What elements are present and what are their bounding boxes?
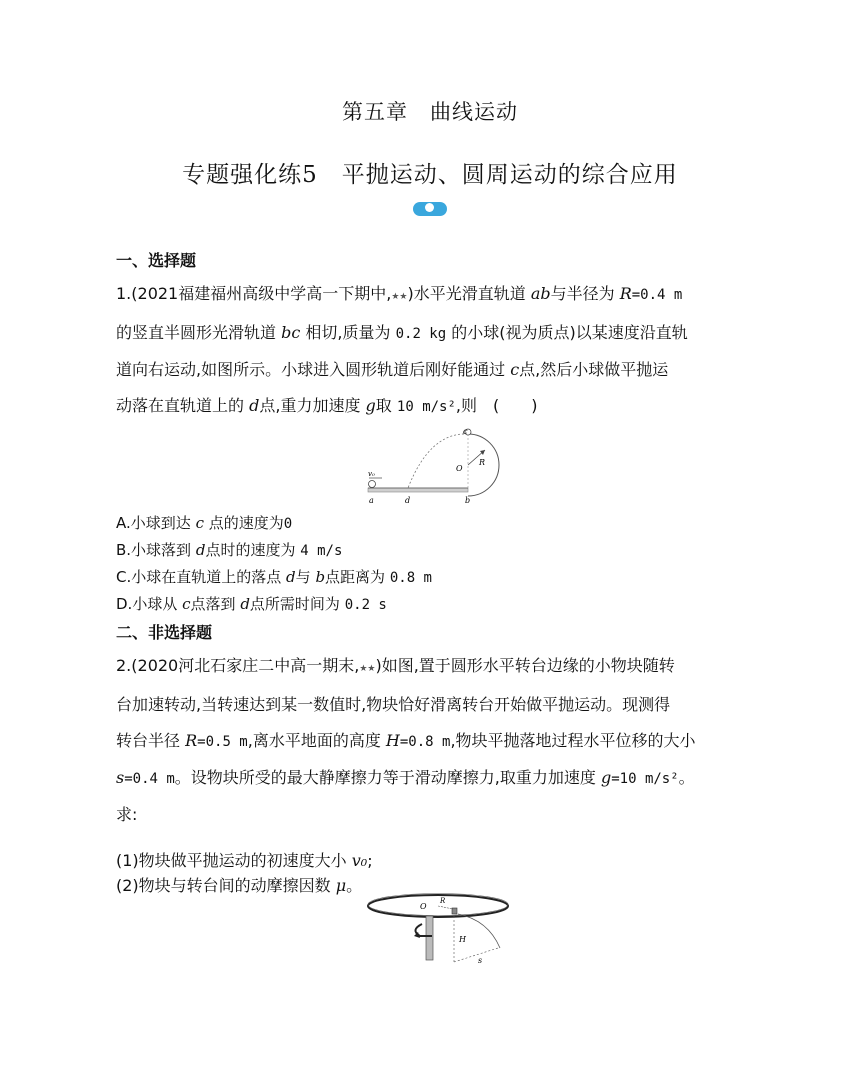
q1-line-3	[116, 352, 756, 388]
option-text: D.小球从	[116, 595, 178, 613]
option-B[interactable]	[116, 539, 342, 560]
q2-source: 2.(2020河北石家庄二中高一期末,	[116, 656, 360, 675]
option-C[interactable]	[116, 566, 432, 587]
sub-question-text: (1)物块做平抛运动的初速度大小	[116, 851, 347, 870]
clock-icon	[425, 203, 434, 212]
option-text: 点落到	[190, 595, 236, 613]
q1-text: 与半径为	[550, 284, 615, 303]
label-R: R	[440, 897, 446, 905]
horizontal-displacement	[454, 948, 498, 962]
var-d: d	[286, 568, 296, 586]
label-v0: v₀	[368, 470, 375, 478]
q1-text: 动落在直轨道上的	[116, 396, 245, 415]
var-v0: v₀	[351, 851, 368, 870]
sub-question-2	[116, 873, 362, 896]
label-a: a	[369, 496, 374, 505]
q2-ask: 求:	[116, 805, 138, 824]
q1-text: 点,然后小球做平抛运	[519, 360, 669, 379]
var-c: c	[182, 595, 191, 613]
var-c: c	[510, 360, 520, 379]
option-text: B.小球落到	[116, 541, 192, 559]
label-c: c	[463, 428, 468, 436]
value-H: =0.8 m	[399, 734, 451, 750]
section-heading-choice: 一、选择题	[116, 251, 197, 270]
value-g: 10 m/s²	[396, 399, 456, 415]
option-value: 4 m/s	[300, 543, 343, 559]
var-s: s	[116, 768, 125, 787]
value-R: =0.5 m	[197, 734, 248, 750]
sub-question-text: ;	[367, 851, 373, 870]
option-value: 0.8 m	[389, 570, 432, 586]
q2-line-3	[116, 723, 756, 760]
q1-text: 取	[375, 396, 392, 415]
sub-question-text: 。	[346, 876, 363, 895]
var-ab: ab	[530, 284, 551, 303]
option-D[interactable]	[116, 593, 387, 614]
difficulty-stars-icon: ★★	[391, 292, 408, 302]
var-d: d	[240, 595, 250, 613]
figure-semicircle-track	[360, 428, 510, 510]
q2-line-1	[116, 648, 756, 687]
q2-text: ,离水平地面的高度	[247, 731, 381, 750]
var-bc: bc	[281, 323, 301, 342]
q2-line-4	[116, 760, 756, 797]
label-O: O	[420, 902, 427, 911]
q1-line-1	[116, 276, 756, 315]
time-badge	[413, 202, 447, 227]
figure-turntable	[362, 890, 522, 972]
q1-source: 1.(2021福建福州高级中学高一下期中,	[116, 284, 392, 303]
ball-at-a	[369, 481, 376, 488]
var-g: g	[600, 768, 612, 787]
var-R: R	[619, 284, 632, 303]
option-text: 点所需时间为	[249, 595, 340, 613]
option-text: 点距离为	[325, 568, 386, 586]
q1-answer-bracket: ,则 ( )	[455, 396, 538, 415]
var-g: g	[365, 396, 376, 415]
option-text: 与	[295, 568, 311, 586]
sub-question-text: (2)物块与转台间的动摩擦因数	[116, 876, 331, 895]
var-mu: μ	[335, 876, 347, 895]
option-text: 点时的速度为	[205, 541, 296, 559]
time-badge-label: 30min	[417, 218, 443, 227]
page-title: 专题强化练5 平抛运动、圆周运动的综合应用	[182, 162, 678, 188]
var-R: R	[185, 731, 198, 750]
label-d: d	[405, 496, 411, 505]
chapter-heading: 第五章 曲线运动	[342, 100, 518, 124]
question-2-stem	[116, 648, 756, 833]
q2-text: ,物块平抛落地过程水平位移的大小	[450, 731, 696, 750]
label-R: R	[479, 458, 486, 467]
option-A[interactable]	[116, 512, 292, 533]
option-text: A.小球到达	[116, 514, 191, 532]
q1-text: 点,重力加速度	[259, 396, 361, 415]
sub-question-1	[116, 848, 373, 871]
q2-text: 台加速转动,当转速达到某一数值时,物块恰好滑离转台开始做平抛运动。现测得	[116, 695, 671, 714]
q1-text: 的竖直半圆形光滑轨道	[116, 323, 277, 342]
q1-line-2	[116, 315, 756, 352]
label-O: O	[456, 464, 463, 473]
label-b: b	[465, 496, 471, 505]
difficulty-stars-icon: ★★	[359, 664, 376, 674]
var-d: d	[195, 541, 206, 559]
option-value: 0.2 s	[344, 597, 387, 613]
var-b: b	[315, 568, 326, 586]
label-H: H	[459, 935, 466, 944]
option-text: C.小球在直轨道上的落点	[116, 568, 282, 586]
var-c: c	[195, 514, 204, 532]
question-1-stem	[116, 276, 756, 425]
value-s: =0.4 m	[124, 771, 175, 787]
var-H: H	[385, 731, 400, 750]
q1-text: )水平光滑直轨道	[407, 284, 526, 303]
q1-text: 的小球(视为质点)以某速度沿直轨	[451, 323, 688, 342]
var-d: d	[249, 396, 260, 415]
q2-line-2	[116, 687, 756, 723]
q1-line-4	[116, 388, 756, 425]
value-g: =10 m/s²	[611, 771, 679, 787]
projectile-path	[408, 434, 468, 488]
turntable-shaft	[426, 916, 433, 960]
option-text: 点的速度为	[208, 514, 284, 532]
section-heading-nonchoice: 二、非选择题	[116, 623, 213, 642]
q2-text: 转台半径	[116, 731, 181, 750]
q2-text: 。设物块所受的最大静摩擦力等于滑动摩擦力,取重力加速度	[174, 768, 596, 787]
value-R: =0.4 m	[631, 287, 683, 303]
label-s: s	[478, 956, 483, 965]
value-mass: 0.2 kg	[395, 326, 447, 342]
straight-track	[368, 488, 468, 492]
q2-text: 。	[678, 768, 695, 787]
option-value: 0	[283, 516, 293, 532]
q1-text: 相切,质量为	[305, 323, 391, 342]
q2-text: )如图,置于圆形水平转台边缘的小物块随转	[375, 656, 675, 675]
q1-text: 道向右运动,如图所示。小球进入圆形轨道后刚好能通过	[116, 360, 506, 379]
